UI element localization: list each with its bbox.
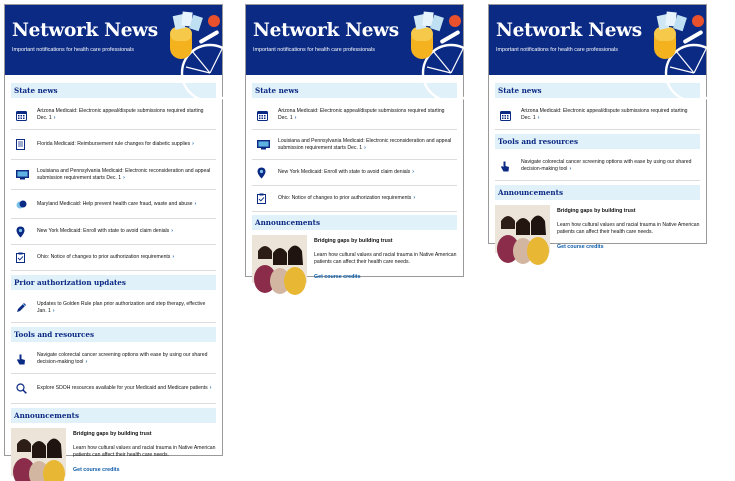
get-course-credits-link[interactable]: Get course credits [314, 274, 361, 280]
news-item-newyork[interactable] [11, 219, 216, 245]
fraud-prevention-icon [16, 199, 27, 210]
news-text: Louisiana and Pennsylvania Medicaid: Electronic reconsideration and appeal submission requirement starts Dec. 1 [37, 167, 211, 181]
chevron-right-icon[interactable]: › [85, 359, 88, 365]
announcement-description: Learn how cultural values and racial trauma in Native American patients can affect their health care needs. [557, 222, 700, 235]
chevron-right-icon[interactable]: › [569, 166, 572, 172]
get-course-credits-link[interactable]: Get course credits [557, 244, 604, 250]
news-item-colorectal[interactable] [495, 152, 700, 181]
news-item-louisiana[interactable] [11, 160, 216, 190]
news-item-florida[interactable] [11, 130, 216, 160]
news-text: Arizona Medicaid: Electronic appeal/dispute submissions required starting Dec. 1 [278, 108, 445, 121]
news-text: Navigate colorectal cancer screening options with ease by using our shared decision-making tool [37, 352, 208, 365]
chevron-right-icon[interactable]: › [194, 200, 197, 207]
calendar-icon [16, 110, 27, 121]
section-state-news: State news [495, 83, 700, 98]
get-course-credits-link[interactable]: Get course credits [73, 467, 120, 473]
announcement-title: Bridging gaps by building trust [73, 431, 152, 437]
banner-subtitle: Important notifications for health care professionals [253, 47, 375, 53]
banner [489, 5, 706, 75]
news-text: Arizona Medicaid: Electronic appeal/dispute submissions required starting Dec. 1 [521, 108, 688, 121]
news-item-arizona[interactable] [11, 101, 216, 130]
news-item-newyork[interactable] [252, 160, 457, 186]
bicycle-pill-illustration-icon [646, 5, 706, 75]
chevron-right-icon[interactable]: › [209, 385, 212, 391]
calendar-icon [500, 110, 511, 121]
section-announcements: Announcements [252, 215, 457, 230]
calendar-icon [257, 110, 268, 121]
section-announcements: Announcements [11, 408, 216, 423]
news-text: Louisiana and Pennsylvania Medicaid: Electronic reconsideration and appeal submission requirement starts Dec. 1 [278, 137, 452, 151]
section-state-news: State news [11, 83, 216, 98]
news-item-ohio[interactable] [11, 245, 216, 271]
location-pin-icon [16, 226, 25, 238]
chevron-right-icon[interactable]: › [53, 115, 56, 121]
news-item-louisiana[interactable] [252, 130, 457, 160]
news-text: Navigate colorectal cancer screening options with ease by using our shared decision-making tool [521, 159, 692, 172]
announcement-description: Learn how cultural values and racial trauma in Native American patients can affect their health care needs. [73, 445, 216, 458]
news-text: Florida Medicaid: Reimbursement rule changes for diabetic supplies [37, 141, 191, 147]
banner-title: Network News [253, 20, 399, 41]
banner-subtitle: Important notifications for health care professionals [12, 47, 134, 53]
pointer-hand-icon [16, 354, 26, 365]
document-icon [16, 139, 25, 150]
news-text: Ohio: Notice of changes to prior authorization requirements [278, 195, 412, 201]
computer-monitor-icon [16, 170, 29, 180]
news-text: Arizona Medicaid: Electronic appeal/dispute submissions required starting Dec. 1 [37, 108, 204, 121]
section-tools: Tools and resources [495, 134, 700, 149]
news-text: Ohio: Notice of changes to prior authorization requirements [37, 254, 171, 260]
chevron-right-icon[interactable]: › [537, 115, 540, 121]
clipboard-icon [16, 252, 25, 263]
chevron-right-icon[interactable]: › [52, 307, 55, 314]
bicycle-pill-illustration-icon [162, 5, 222, 75]
announcement-title: Bridging gaps by building trust [314, 238, 393, 244]
newsletter-short [488, 4, 707, 250]
announcement-card [252, 233, 457, 287]
news-item-arizona[interactable] [252, 101, 457, 130]
news-item-maryland[interactable] [11, 190, 216, 219]
chevron-right-icon[interactable]: › [364, 144, 366, 151]
chevron-right-icon[interactable]: › [413, 195, 416, 201]
announcement-card [495, 203, 700, 257]
banner [246, 5, 463, 75]
clipboard-icon [257, 193, 266, 204]
news-text: New York Medicaid: Enroll with state to avoid claim denials [278, 169, 411, 175]
section-announcements: Announcements [495, 185, 700, 200]
news-item-arizona[interactable] [495, 101, 700, 130]
chevron-right-icon[interactable]: › [192, 141, 194, 147]
announcement-photo [11, 428, 66, 476]
news-text: Updates to Golden Rule plan prior authorization and step therapy, effective Jan. 1 [37, 300, 206, 314]
news-item-golden-rule[interactable] [11, 293, 216, 323]
section-prior-auth: Prior authorization updates [11, 275, 216, 290]
banner-title: Network News [12, 20, 158, 41]
announcement-card [11, 426, 216, 480]
magnifier-icon [16, 383, 27, 394]
section-state-news: State news [252, 83, 457, 98]
announcement-title: Bridging gaps by building trust [557, 208, 636, 214]
chevron-right-icon[interactable]: › [172, 254, 175, 260]
news-item-sdoh[interactable] [11, 374, 216, 404]
women-group-photo-icon [495, 205, 550, 253]
news-text: New York Medicaid: Enroll with state to avoid claim denials [37, 228, 170, 234]
chevron-right-icon[interactable]: › [123, 174, 125, 181]
chevron-right-icon[interactable]: › [171, 228, 173, 234]
news-text: Maryland Medicaid: Help prevent health care fraud, waste and abuse [37, 200, 193, 207]
pointer-hand-icon [500, 161, 510, 172]
banner-subtitle: Important notifications for health care professionals [496, 47, 618, 53]
banner-title: Network News [496, 20, 642, 41]
news-text: Explore SDOH resources available for your Medicaid and Medicare patients [37, 385, 208, 391]
announcement-photo [495, 205, 550, 253]
women-group-photo-icon [252, 235, 307, 283]
newsletter-medium [245, 4, 464, 280]
news-item-colorectal[interactable] [11, 345, 216, 374]
announcement-photo [252, 235, 307, 283]
newsletter-full [4, 4, 223, 473]
bicycle-pill-illustration-icon [403, 5, 463, 75]
women-group-photo-icon [11, 428, 66, 476]
pen-icon [16, 302, 27, 313]
section-tools: Tools and resources [11, 327, 216, 342]
location-pin-icon [257, 167, 266, 179]
computer-monitor-icon [257, 140, 270, 150]
chevron-right-icon[interactable]: › [412, 169, 414, 175]
banner [5, 5, 222, 75]
announcement-description: Learn how cultural values and racial trauma in Native American patients can affect their health care needs. [314, 252, 457, 265]
chevron-right-icon[interactable]: › [294, 115, 297, 121]
news-item-ohio[interactable] [252, 186, 457, 212]
